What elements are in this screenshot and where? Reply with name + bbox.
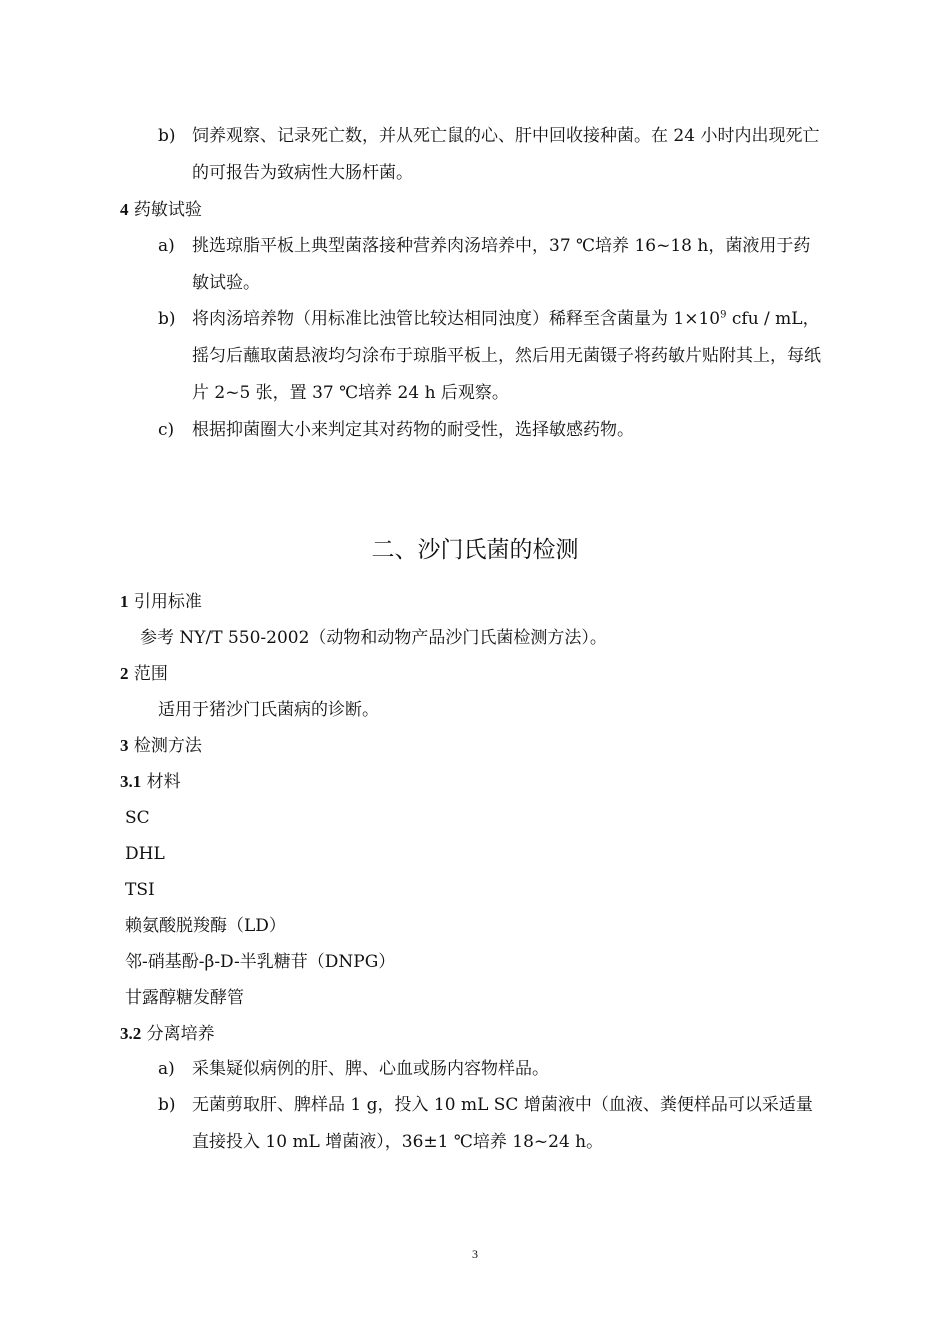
- list-marker: c): [158, 420, 175, 440]
- section-number: 3: [120, 736, 129, 755]
- section-title: 范围: [133, 664, 168, 684]
- superscript: 9: [720, 309, 727, 321]
- material-item: 邻-硝基酚-β-D-半乳糖苷（DNPG）: [125, 952, 396, 972]
- list-item-text: 采集疑似病例的肝、脾、心血或肠内容物样品。: [192, 1059, 549, 1079]
- section-title: 药敏试验: [133, 200, 202, 220]
- section-heading: [120, 590, 202, 614]
- section-heading: [120, 662, 168, 686]
- paragraph: 适用于猪沙门氏菌病的诊断。: [158, 700, 379, 720]
- list-marker: b): [158, 1095, 176, 1115]
- paragraph: 参考 NY/T 550-2002（动物和动物产品沙门氏菌检测方法）。: [140, 628, 607, 648]
- section-heading: [120, 198, 202, 222]
- section-title: 检测方法: [133, 736, 202, 756]
- section-number: 3.1: [120, 772, 142, 791]
- text-segment: 将肉汤培养物（用标准比浊管比较达相同浊度）稀释至含菌量为 1×10: [192, 309, 721, 329]
- page-number: 3: [472, 1247, 478, 1261]
- list-marker: b): [158, 309, 176, 329]
- material-item: DHL: [125, 844, 165, 864]
- list-item-text: 挑选琼脂平板上典型菌落接种营养肉汤培养中，37 ℃培养 16~18 h，菌液用于药敏试验。: [192, 236, 811, 293]
- material-item: 甘露醇糖发酵管: [125, 988, 244, 1008]
- list-item-text: 根据抑菌圈大小来判定其对药物的耐受性，选择敏感药物。: [192, 420, 634, 440]
- material-item: SC: [125, 808, 150, 828]
- section-heading: [120, 734, 202, 758]
- section-number: 4: [120, 200, 129, 219]
- section-title: 材料: [146, 772, 181, 792]
- list-marker: b): [158, 126, 176, 146]
- section-number: 2: [120, 664, 129, 683]
- list-marker: a): [158, 1059, 175, 1079]
- section-number: 1: [120, 592, 129, 611]
- list-item-text: 饲养观察、记录死亡数，并从死亡鼠的心、肝中回收接种菌。在 24 小时内出现死亡的可报告为致病性大肠杆菌。: [192, 126, 820, 183]
- material-item: 赖氨酸脱羧酶（LD）: [125, 916, 286, 936]
- section-heading: [120, 1022, 215, 1046]
- list-item: [158, 118, 828, 194]
- list-item-text: 无菌剪取肝、脾样品 1 g，投入 10 mL SC 增菌液中（血液、粪便样品可以采适量直接投入 10 mL 增菌液），36±1 ℃培养 18~24 h。: [192, 1095, 813, 1152]
- section-number: 3.2: [120, 1024, 142, 1043]
- material-item: TSI: [125, 880, 155, 900]
- section-heading: [120, 770, 181, 794]
- list-item-text: [192, 301, 824, 412]
- list-marker: a): [158, 236, 175, 256]
- section-title: 分离培养: [146, 1024, 215, 1044]
- chapter-title: 二、沙门氏菌的检测: [371, 537, 579, 563]
- section-title: 引用标准: [133, 592, 202, 612]
- text-segment: cfu / mL，摇匀后蘸取菌悬液均匀涂布于琼脂平板上，然后用无菌镊子将药敏片贴附其上，每纸片 2~5 张，置 37 ℃培养 24 h 后观察。: [192, 309, 821, 403]
